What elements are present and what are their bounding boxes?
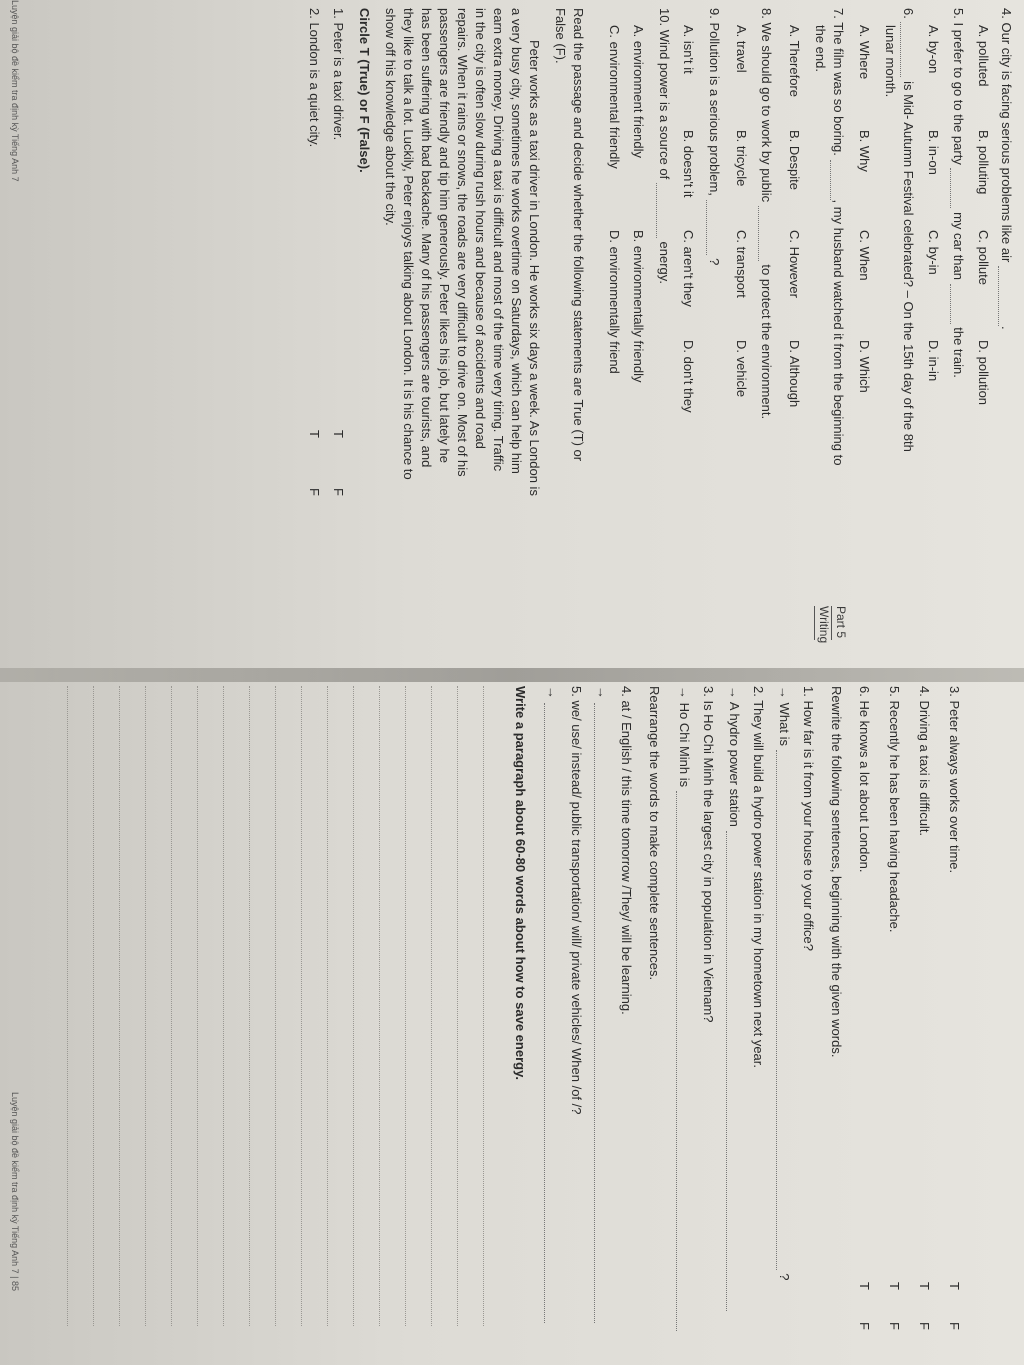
writing-line[interactable]: [431, 686, 432, 1326]
writing-line[interactable]: [379, 686, 380, 1326]
writing-line[interactable]: [353, 686, 354, 1326]
divider: [814, 606, 815, 640]
paragraph-instruction: Write a paragraph about 60-80 words about how to save energy.: [513, 686, 528, 1080]
writing-line[interactable]: [301, 686, 302, 1326]
option[interactable]: A. polluted: [976, 25, 991, 87]
option[interactable]: A. Therefore: [787, 25, 802, 98]
answer-blank[interactable]: [998, 266, 999, 326]
writing-line[interactable]: [483, 686, 484, 1326]
statement-5: 5. Recently he has been having headache.: [887, 686, 902, 933]
question-10: 10. Wind power is a source of energy.: [657, 8, 672, 284]
right-page: [0, 606, 1024, 1365]
false-choice[interactable]: F: [307, 488, 322, 496]
rewrite-question-1: 1. How far is it from your house to your office?: [801, 686, 816, 951]
option[interactable]: A. isn't it: [681, 25, 696, 74]
rearrange-answer-4: →: [594, 686, 610, 1323]
option[interactable]: A. environment friendly: [631, 25, 646, 158]
passage-line: a very busy city, sometimes he works overtime on Saturdays, which can help him: [509, 8, 524, 474]
option[interactable]: B. Why: [857, 130, 872, 172]
statement-2: 2. London is a quiet city.: [307, 8, 322, 148]
statement-6: 6. He knows a lot about London.: [857, 686, 872, 873]
statement-1: 1. Peter is a taxi driver.: [331, 8, 346, 141]
passage-line: passengers are friendly and tip him generously. Peter likes his job, but lately he: [437, 8, 452, 464]
left-page: [0, 0, 1024, 668]
option[interactable]: B. tricycle: [734, 130, 749, 187]
option[interactable]: C. However: [787, 230, 802, 298]
page-footer: Luyện giải bộ đề kiểm tra định kỳ Tiếng Anh 7: [10, 0, 20, 182]
option[interactable]: D. in-in: [926, 340, 941, 382]
answer-blank[interactable]: [900, 22, 901, 77]
writing-line[interactable]: [119, 686, 120, 1326]
option[interactable]: B. doesn't it: [681, 130, 696, 198]
option[interactable]: C. aren't they: [681, 230, 696, 307]
writing-line[interactable]: [93, 686, 94, 1326]
true-choice[interactable]: T: [917, 1282, 932, 1290]
writing-line[interactable]: [67, 686, 68, 1326]
option[interactable]: C. by-in: [926, 230, 941, 275]
writing-line[interactable]: [145, 686, 146, 1326]
circle-instruction: Circle T (True) or F (False).: [357, 8, 372, 173]
answer-blank[interactable]: [656, 183, 657, 238]
option[interactable]: C. When: [857, 230, 872, 281]
option[interactable]: D. Although: [787, 340, 802, 408]
question-7: 7. The film was so boring. , my husband watched it from the beginning to: [831, 8, 846, 466]
rewrite-instruction: Rewrite the following sentences, beginning with the given words.: [829, 686, 844, 1058]
false-choice[interactable]: F: [947, 1322, 962, 1330]
question-6: 6. is Mid- Autumn Festival celebrated? – On the 15th day of the 8th: [901, 8, 916, 452]
rearrange-answer-5: →: [544, 686, 560, 1323]
divider: [831, 606, 832, 640]
option[interactable]: C. transport: [734, 230, 749, 298]
question-7-continued: the end.: [813, 25, 828, 72]
false-choice[interactable]: F: [857, 1322, 872, 1330]
answer-line[interactable]: [676, 791, 677, 1331]
true-choice[interactable]: T: [887, 1282, 902, 1290]
true-choice[interactable]: T: [947, 1282, 962, 1290]
passage-line: show off his knowledge about the city.: [383, 8, 398, 226]
rewrite-question-3: 3. Is Ho Chi Minh the largest city in population in Vietnam?: [701, 686, 716, 1023]
page-footer: Luyện giải bộ đề kiểm tra định kỳ Tiếng Anh 7 | 85: [10, 1092, 20, 1291]
page-number: 85: [10, 1280, 20, 1291]
option[interactable]: B. in-on: [926, 130, 941, 175]
option[interactable]: D. don't they: [681, 340, 696, 413]
answer-blank[interactable]: [950, 168, 951, 208]
true-choice[interactable]: T: [331, 430, 346, 438]
answer-blank[interactable]: [706, 200, 707, 255]
option[interactable]: B. environmentally friendly: [631, 230, 646, 383]
false-choice[interactable]: F: [331, 488, 346, 496]
writing-line[interactable]: [327, 686, 328, 1326]
writing-line[interactable]: [405, 686, 406, 1326]
writing-line[interactable]: [275, 686, 276, 1326]
option[interactable]: D. Which: [857, 340, 872, 393]
false-choice[interactable]: F: [917, 1322, 932, 1330]
option[interactable]: C. environmental friendly: [607, 25, 622, 169]
question-5: 5. I prefer to go to the party my car than the train.: [951, 8, 966, 378]
reading-instruction-continued: False (F).: [553, 8, 568, 64]
option[interactable]: D. pollution: [976, 340, 991, 406]
answer-blank[interactable]: [758, 206, 759, 261]
rearrange-question-4: 4. at / English / this time tomorrow /They/ will be learning.: [619, 686, 634, 1015]
passage-line: repairs. When it rains or snows, the roads are very difficult to drive on. Most of his: [455, 8, 470, 477]
passage-line: Peter works as a taxi driver in London. He works six days a week. As London is: [527, 40, 542, 496]
answer-line[interactable]: [594, 703, 595, 1323]
question-4: 4. Our city is facing serious problems like air .: [999, 8, 1014, 330]
answer-blank[interactable]: [830, 160, 831, 200]
rewrite-answer-1: → What is ?: [777, 686, 792, 1281]
rewrite-answer-3: → Ho Chi Minh is: [676, 686, 692, 1331]
writing-line[interactable]: [249, 686, 250, 1326]
option[interactable]: A. by-on: [926, 25, 941, 74]
passage-line: they like to talk a lot. Luckily, Peter enjoys talking about London. It is his chance to: [401, 8, 416, 480]
passage-line: in the city is often slow during rush hours and because of accidents and road: [473, 8, 488, 449]
option[interactable]: D. vehicle: [734, 340, 749, 398]
option[interactable]: A. Where: [857, 25, 872, 80]
book-spine: [0, 668, 1024, 682]
false-choice[interactable]: F: [887, 1322, 902, 1330]
answer-line[interactable]: [726, 831, 727, 1311]
part-5-label: Part 5 Writing: [814, 606, 848, 643]
option[interactable]: A. travel: [734, 25, 749, 73]
true-choice[interactable]: T: [307, 430, 322, 438]
option[interactable]: B. polluting: [976, 130, 991, 195]
reading-instruction: Read the passage and decide whether the following statements are True (T) or: [571, 8, 586, 462]
statement-4: 4. Driving a taxi is difficult.: [917, 686, 932, 837]
passage-line: has been suffering with bad backache. Many of his passengers are tourists, and: [419, 8, 434, 468]
passage-line: earn extra money. Driving a taxi is difficult and most of the time very tiring. Traffic: [491, 8, 506, 472]
option[interactable]: D. environmentally friend: [607, 230, 622, 374]
answer-line[interactable]: [544, 703, 545, 1323]
option[interactable]: B. Despite: [787, 130, 802, 190]
writing-line[interactable]: [197, 686, 198, 1326]
rewrite-question-2: 2. They will build a hydro power station in my hometown next year.: [751, 686, 766, 1069]
true-choice[interactable]: T: [857, 1282, 872, 1290]
answer-blank[interactable]: [950, 284, 951, 324]
rearrange-instruction: Rearrange the words to make complete sentences.: [647, 686, 662, 981]
writing-line[interactable]: [223, 686, 224, 1326]
question-8: 8. We should go to work by public to protect the environment.: [759, 8, 774, 420]
statement-3: 3. Peter always works over time.: [947, 686, 962, 874]
option[interactable]: C. pollute: [976, 230, 991, 285]
rearrange-question-5: 5. we/ use/ instead/ public transportation/ will/ private vehicles/ When /of /?: [569, 686, 584, 1115]
writing-line[interactable]: [457, 686, 458, 1326]
answer-line[interactable]: [776, 750, 777, 1270]
writing-line[interactable]: [171, 686, 172, 1326]
question-6-continued: lunar month.: [883, 25, 898, 98]
rewrite-answer-2: → A hydro power station: [726, 686, 742, 1311]
question-9: 9. Pollution is a serious problem, ?: [707, 8, 722, 266]
